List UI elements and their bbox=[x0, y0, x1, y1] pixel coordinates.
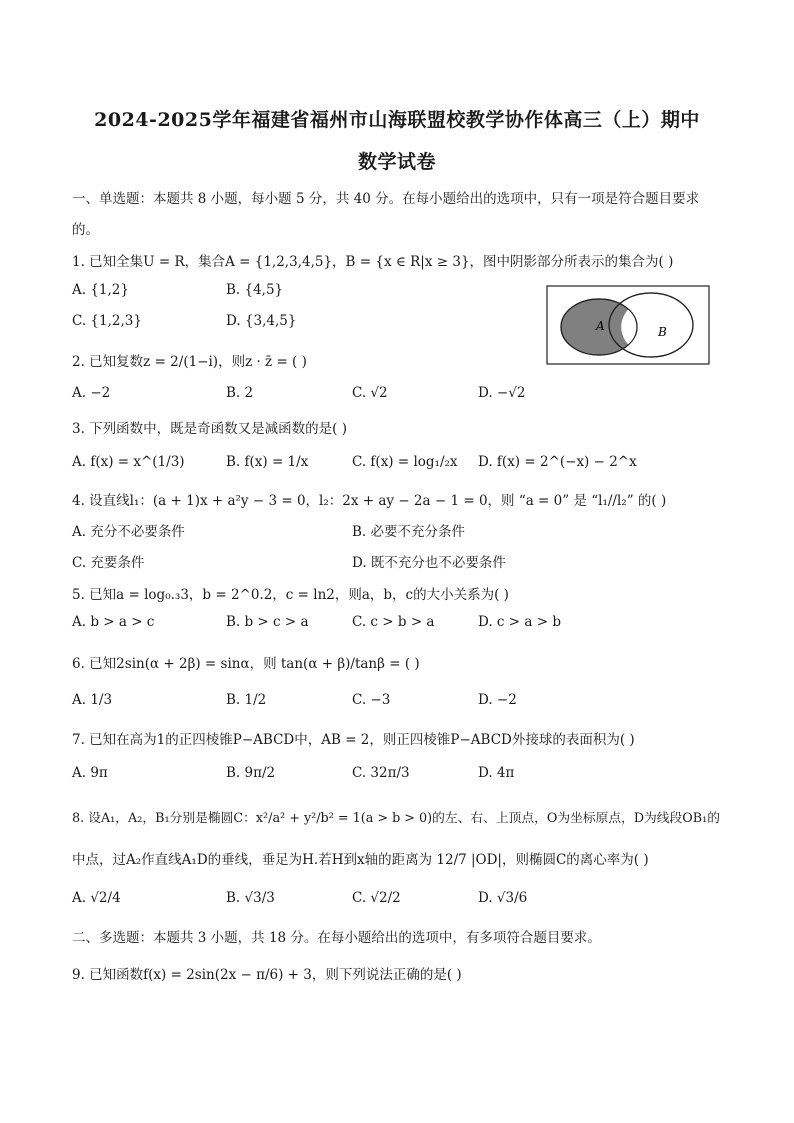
q4-option-a: A. 充分不必要条件 bbox=[72, 524, 185, 540]
q4-option-c: C. 充要条件 bbox=[72, 555, 145, 571]
q7-option-b: B. 9π/2 bbox=[226, 765, 276, 781]
q6-option-c: C. −3 bbox=[352, 692, 391, 708]
question-7-stem: 7. 已知在高为1的正四棱锥P−ABCD中，AB = 2，则正四棱锥P−ABCD外接球的表面积为( ) bbox=[72, 732, 635, 748]
q5-option-b: B. b > c > a bbox=[226, 614, 309, 630]
q8-option-a: A. √2/4 bbox=[72, 890, 121, 906]
question-8-stem-cont: 中点，过A₂作直线A₁D的垂线，垂足为H.若H到x轴的距离为 12/7 |OD|，则椭圆C的离心率为( ) bbox=[72, 852, 649, 868]
q2-option-b: B. 2 bbox=[226, 385, 254, 401]
q2-option-d: D. −√2 bbox=[478, 385, 526, 401]
q3-option-d: D. f(x) = 2^(−x) − 2^x bbox=[478, 454, 637, 470]
question-6-stem: 6. 已知2sin(α + 2β) = sinα，则 tan(α + β)/tanβ = ( ) bbox=[72, 656, 420, 672]
question-2-stem: 2. 已知复数z = 2/(1−i)，则z · z̄ = ( ) bbox=[72, 354, 307, 370]
page-title: 2024-2025学年福建省福州市山海联盟校教学协作体高三（上）期中 bbox=[94, 109, 700, 131]
section-1-heading-cont: 的。 bbox=[72, 222, 99, 238]
q7-option-a: A. 9π bbox=[72, 765, 108, 781]
q5-option-a: A. b > a > c bbox=[72, 614, 155, 630]
question-3-stem: 3. 下列函数中，既是奇函数又是减函数的是( ) bbox=[72, 421, 347, 437]
q8-option-b: B. √3/3 bbox=[226, 890, 275, 906]
page-subtitle: 数学试卷 bbox=[357, 151, 436, 173]
q8-option-d: D. √3/6 bbox=[478, 890, 528, 906]
q5-option-d: D. c > a > b bbox=[478, 614, 561, 630]
q3-option-c: C. f(x) = log₁/₂x bbox=[352, 454, 458, 470]
venn-diagram bbox=[546, 285, 710, 365]
q2-option-a: A. −2 bbox=[72, 385, 111, 401]
q1-option-d: D. {3,4,5} bbox=[226, 313, 297, 329]
q1-option-c: C. {1,2,3} bbox=[72, 313, 142, 329]
venn-label-a: A bbox=[596, 319, 605, 333]
section-1-heading: 一、单选题：本题共 8 小题，每小题 5 分，共 40 分。在每小题给出的选项中，只有一项是符合题目要求 bbox=[72, 191, 700, 207]
q3-option-a: A. f(x) = x^(1/3) bbox=[72, 454, 185, 470]
q6-option-a: A. 1/3 bbox=[72, 692, 113, 708]
q4-option-b: B. 必要不充分条件 bbox=[352, 524, 466, 540]
q7-option-c: C. 32π/3 bbox=[352, 765, 410, 781]
q6-option-d: D. −2 bbox=[478, 692, 517, 708]
question-4-stem: 4. 设直线l₁：(a + 1)x + a²y − 3 = 0，l₂：2x + ay − 2a − 1 = 0，则 “a = 0” 是 “l₁//l₂” 的( ) bbox=[72, 493, 667, 509]
q1-option-b: B. {4,5} bbox=[226, 282, 284, 298]
q2-option-c: C. √2 bbox=[352, 385, 388, 401]
section-2-heading: 二、多选题：本题共 3 小题，共 18 分。在每小题给出的选项中，有多项符合题目要求。 bbox=[72, 930, 601, 946]
q3-option-b: B. f(x) = 1/x bbox=[226, 454, 309, 470]
venn-label-b: B bbox=[658, 325, 667, 339]
question-9-stem: 9. 已知函数f(x) = 2sin(2x − π/6) + 3，则下列说法正确的是( ) bbox=[72, 967, 462, 983]
q7-option-d: D. 4π bbox=[478, 765, 515, 781]
q8-option-c: C. √2/2 bbox=[352, 890, 401, 906]
question-5-stem: 5. 已知a = log₀.₃3，b = 2^0.2，c = ln2，则a，b，c的大小关系为( ) bbox=[72, 587, 509, 603]
q4-option-d: D. 既不充分也不必要条件 bbox=[352, 555, 506, 571]
q5-option-c: C. c > b > a bbox=[352, 614, 435, 630]
question-1-stem: 1. 已知全集U = R，集合A = {1,2,3,4,5}，B = {x ∈ R|x ≥ 3}，图中阴影部分所表示的集合为( ) bbox=[72, 254, 674, 270]
q6-option-b: B. 1/2 bbox=[226, 692, 267, 708]
question-8-stem: 8. 设A₁，A₂，B₁分别是椭圆C：x²/a² + y²/b² = 1(a > b > 0)的左、右、上顶点，O为坐标原点，D为线段OB₁的 bbox=[72, 811, 720, 826]
q1-option-a: A. {1,2} bbox=[72, 282, 129, 298]
